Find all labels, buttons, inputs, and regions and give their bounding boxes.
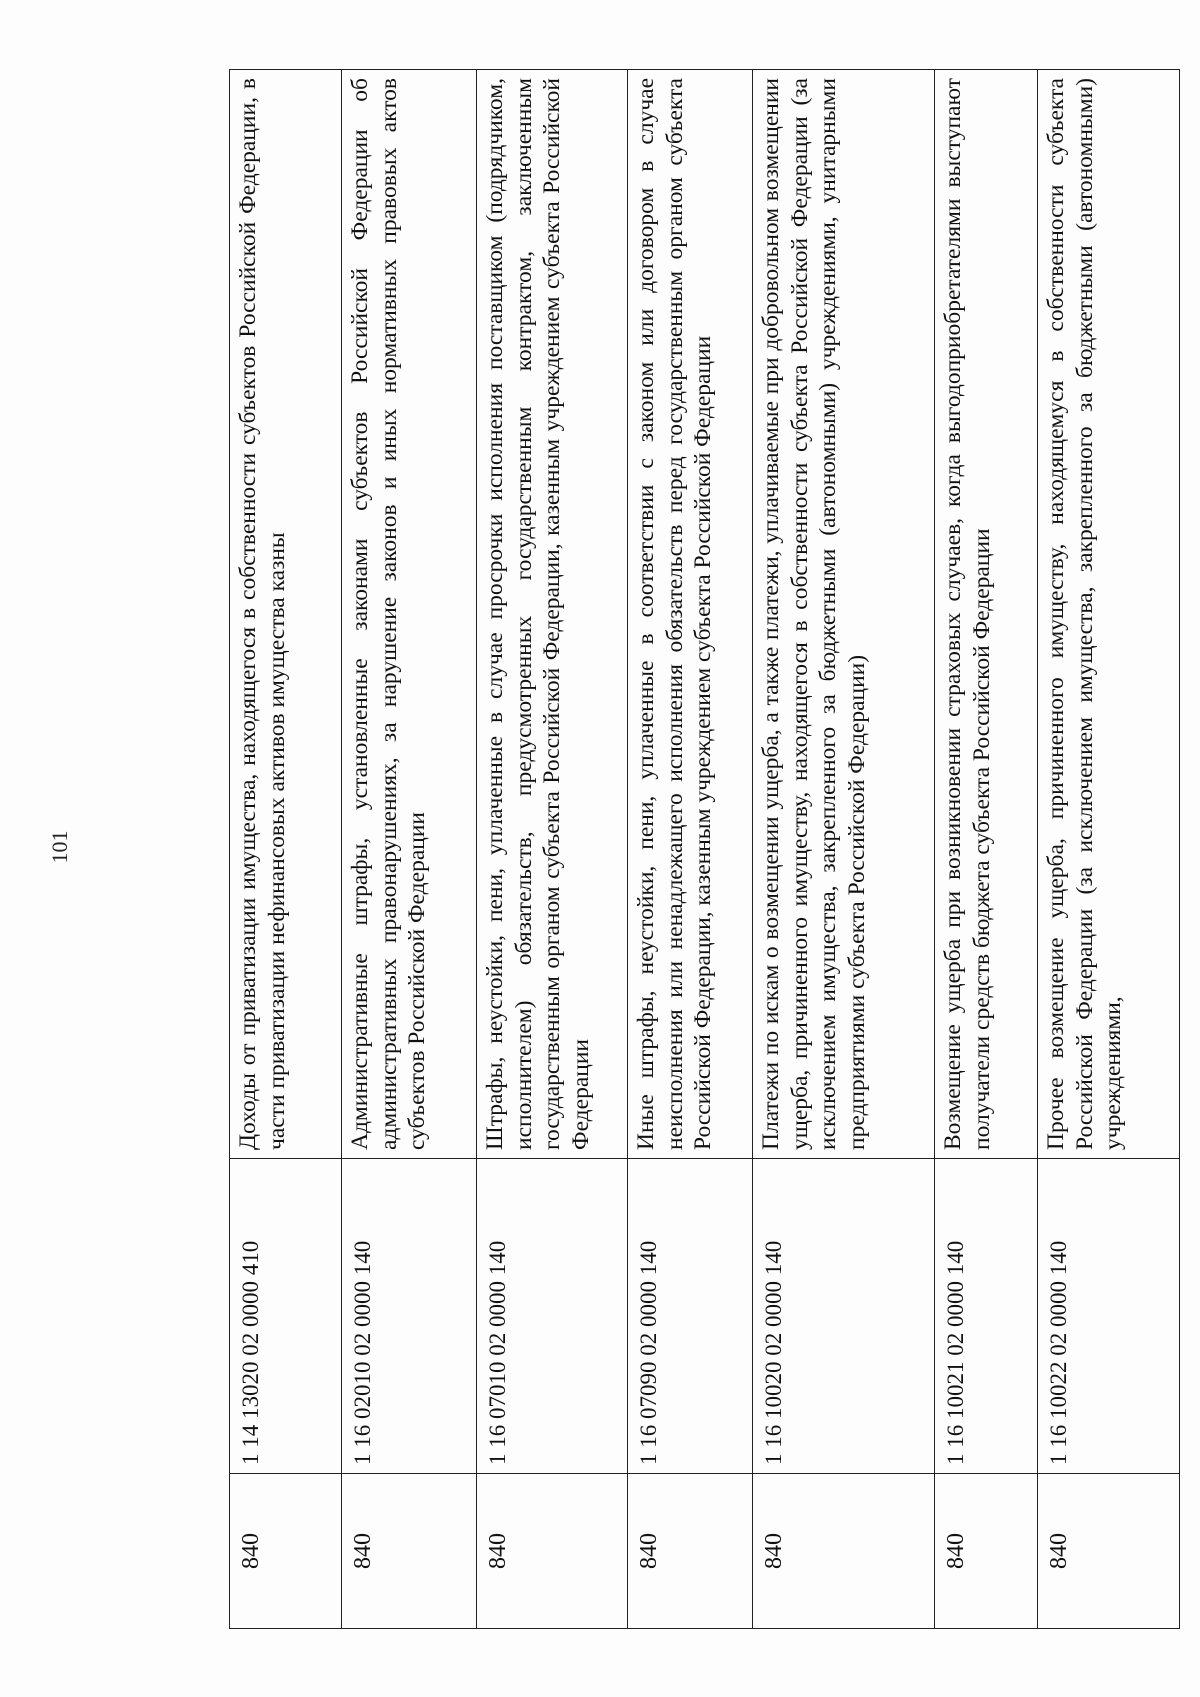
page-number: 101 bbox=[47, 830, 72, 864]
description-cell: Возмещение ущерба при возникновении страховых случаев, когда выгодоприобретателями выступают получатели средств бюджета субъекта Российской Федерации bbox=[935, 70, 1038, 1159]
admin-code-cell: 840 bbox=[230, 1474, 342, 1629]
table-row bbox=[753, 70, 935, 1629]
admin-code-cell: 840 bbox=[477, 1474, 628, 1629]
table-row bbox=[342, 70, 477, 1629]
kbk-code-cell: 1 16 10020 02 0000 140 bbox=[753, 1159, 935, 1474]
rotated-table-wrapper bbox=[229, 69, 1179, 1629]
description-cell: Иные штрафы, неустойки, пени, уплаченные в соответствии с законом или договором в случае неисполнения или ненадлежащего исполнения обязательств перед государственным органом субъекта Российской Федерации, казенным учреждением субъекта Российской Федерации bbox=[628, 70, 753, 1159]
kbk-code-cell: 1 14 13020 02 0000 410 bbox=[230, 1159, 342, 1474]
description-cell: Административные штрафы, установленные законами субъектов Российской Федерации об административных правонарушениях, за нарушение законов и иных нормативных правовых актов субъектов Российской Федерации bbox=[342, 70, 477, 1159]
admin-code-cell: 840 bbox=[628, 1474, 753, 1629]
admin-code-cell: 840 bbox=[342, 1474, 477, 1629]
admin-code-cell: 840 bbox=[753, 1474, 935, 1629]
kbk-code-cell: 1 16 10022 02 0000 140 bbox=[1038, 1159, 1180, 1474]
description-cell: Платежи по искам о возмещении ущерба, а также платежи, уплачиваемые при добровольном возмещении ущерба, причиненного имуществу, находящегося в собственности субъекта Российской Федерации (за исключением имущества, закрепленного за бюджетными (автономными) учреждениями, унитарными предприятиями субъекта Российской Федерации) bbox=[753, 70, 935, 1159]
table-row bbox=[477, 70, 628, 1629]
admin-code-cell: 840 bbox=[935, 1474, 1038, 1629]
kbk-code-cell: 1 16 10021 02 0000 140 bbox=[935, 1159, 1038, 1474]
description-cell: Доходы от приватизации имущества, находящегося в собственности субъектов Российской Федерации, в части приватизации нефинансовых активов имущества казны bbox=[230, 70, 342, 1159]
description-cell: Прочее возмещение ущерба, причиненного имуществу, находящемуся в собственности субъекта Российской Федерации (за исключением имущества, закрепленного за бюджетными (автономными) учреждениями, bbox=[1038, 70, 1180, 1159]
kbk-code-cell: 1 16 02010 02 0000 140 bbox=[342, 1159, 477, 1474]
table-row bbox=[1038, 70, 1180, 1629]
description-cell: Штрафы, неустойки, пени, уплаченные в случае просрочки исполнения поставщиком (подрядчиком, исполнителем) обязательств, предусмотренных государственным контрактом, заключенным государственным органом субъекта Российской Федерации, казенным учреждением субъекта Российской Федерации bbox=[477, 70, 628, 1159]
kbk-code-cell: 1 16 07010 02 0000 140 bbox=[477, 1159, 628, 1474]
kbk-code-cell: 1 16 07090 02 0000 140 bbox=[628, 1159, 753, 1474]
table-row bbox=[628, 70, 753, 1629]
budget-revenue-table bbox=[229, 69, 1180, 1629]
table-row bbox=[935, 70, 1038, 1629]
table-row bbox=[230, 70, 342, 1629]
admin-code-cell: 840 bbox=[1038, 1474, 1180, 1629]
